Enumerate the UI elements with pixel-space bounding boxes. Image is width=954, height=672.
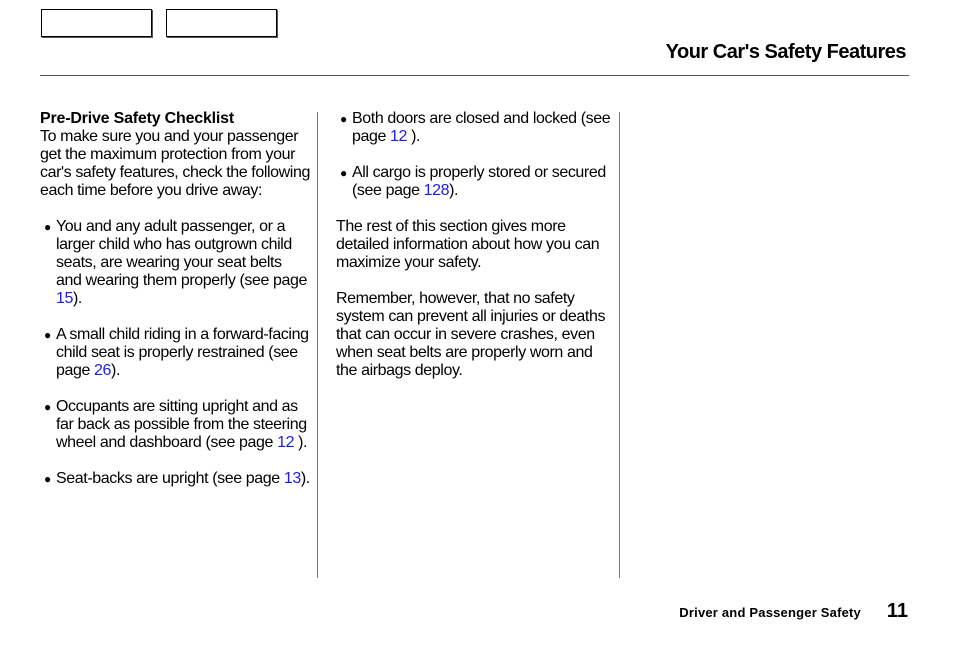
page-link[interactable]: 12 <box>277 434 295 451</box>
left-column <box>40 110 310 488</box>
title-divider <box>40 75 909 76</box>
section-summary: The rest of this section gives more detailed information about how you can maximize your safety. <box>336 218 600 271</box>
bullet-icon: ● <box>44 472 51 486</box>
checklist-intro: To make sure you and your passenger get the maximum protection from your car's safety features, check the following each time before you drive away: <box>40 128 310 199</box>
list-item: ● You and any adult passenger, or a larger child who has outgrown child seats, are wearing your seat belts and wearing them properly (see page 15). <box>44 218 308 307</box>
safety-disclaimer: Remember, however, that no safety system can prevent all injuries or deaths that can occur in severe crashes, even when seat belts are properly worn and the airbags deploy. <box>336 290 606 379</box>
next-page-button[interactable] <box>166 9 277 37</box>
page-link[interactable]: 12 <box>390 128 408 145</box>
list-item: ● All cargo is properly stored or secured (see page 128). <box>340 164 606 199</box>
bullet-icon: ● <box>44 328 51 342</box>
bullet-icon: ● <box>340 112 347 126</box>
bullet-icon: ● <box>44 220 51 234</box>
list-item: ● Seat-backs are upright (see page 13). <box>44 470 310 487</box>
list-item: ● A small child riding in a forward-facing child seat is properly restrained (see page 26). <box>44 326 309 379</box>
bullet-icon: ● <box>340 166 347 180</box>
footer-section-title: Driver and Passenger Safety <box>679 605 861 620</box>
column-divider-2 <box>619 112 620 578</box>
page-link[interactable]: 128 <box>423 182 450 199</box>
list-item: ● Occupants are sitting upright and as far back as possible from the steering wheel and dashboard (see page 12 ). <box>44 398 308 451</box>
page-number: 11 <box>886 600 908 622</box>
page-link[interactable]: 13 <box>283 470 301 487</box>
page-link[interactable]: 15 <box>56 290 73 307</box>
right-column <box>336 110 616 380</box>
page-title: Your Car's Safety Features <box>665 41 906 63</box>
checklist-heading: Pre-Drive Safety Checklist <box>40 110 235 127</box>
previous-page-button[interactable] <box>41 9 152 37</box>
column-divider-1 <box>317 112 318 578</box>
page-link[interactable]: 26 <box>94 362 112 379</box>
bullet-icon: ● <box>44 400 51 414</box>
list-item: ● Both doors are closed and locked (see page 12 ). <box>340 110 611 145</box>
